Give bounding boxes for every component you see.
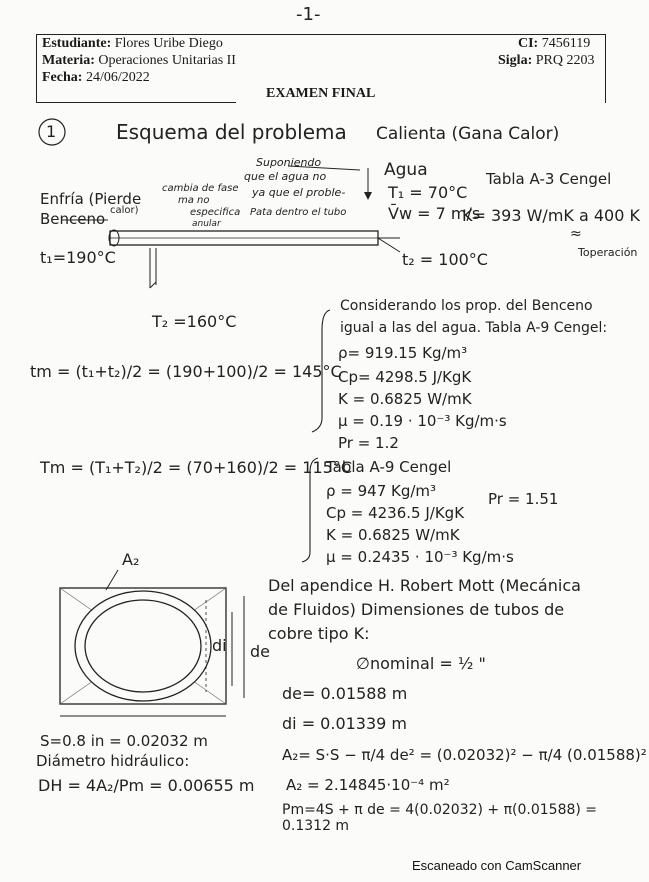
water-mu: μ = 0.2435 · 10⁻³ Kg/m·s bbox=[326, 548, 514, 566]
problem-number: 1 bbox=[46, 122, 57, 141]
benzene-rho: ρ= 919.15 Kg/m³ bbox=[338, 344, 468, 362]
k-approx: ≈ bbox=[570, 226, 582, 242]
Pm-equation: Pm=4S + π de = 4(0.02032) + π(0.01588) = 0.1312 m bbox=[282, 802, 598, 834]
a2-leader bbox=[106, 570, 118, 590]
subject-label: Materia: bbox=[42, 53, 95, 68]
Vw-value: V̄w = 7 m/s bbox=[388, 204, 481, 223]
sigla-label: Sigla: bbox=[498, 53, 533, 68]
note-line2: que el agua no bbox=[244, 170, 327, 183]
note-line4: ma no bbox=[178, 195, 210, 206]
water-k: K = 0.6825 W/mK bbox=[326, 526, 460, 544]
ci-value: 7456119 bbox=[541, 36, 591, 51]
water-arrow-head bbox=[364, 192, 372, 200]
nominal-size: ∅nominal = ½ " bbox=[356, 654, 486, 673]
de-label: de bbox=[250, 642, 270, 661]
assume-line1: Considerando los prop. del Benceno bbox=[340, 298, 593, 314]
student-value: Flores Uribe Diego bbox=[114, 36, 223, 51]
table-a3: Tabla A-3 Cengel bbox=[486, 170, 612, 188]
heats-label: Calienta (Gana Calor) bbox=[376, 124, 560, 144]
water-label: Agua bbox=[384, 160, 428, 180]
water-table: Tabla A-9 Cengel bbox=[326, 458, 452, 476]
DH-value: DH = 4A₂/Pm = 0.00655 m bbox=[38, 776, 255, 795]
benzene-cp: Cp= 4298.5 J/KgK bbox=[338, 368, 472, 386]
page-number: -1- bbox=[296, 4, 321, 25]
di-label: di bbox=[212, 636, 227, 655]
benzene-pr: Pr = 1.2 bbox=[338, 434, 399, 452]
ci-label: CI: bbox=[518, 36, 539, 51]
assume-line2: igual a las del agua. Tabla A-9 Cengel: bbox=[340, 320, 608, 336]
A2-value: A₂ = 2.14845·10⁻⁴ m² bbox=[286, 776, 450, 794]
date-label: Fecha: bbox=[42, 70, 83, 85]
A2-equation: A₂= S·S − π/4 de² = (0.02032)² − π/4 (0.01588)² bbox=[282, 746, 647, 764]
E2-value: t₂ = 100°C bbox=[402, 250, 488, 269]
water-cp: Cp = 4236.5 J/KgK bbox=[326, 504, 465, 522]
hydraulic-label: Diámetro hidráulico: bbox=[36, 752, 190, 770]
water-pr: Pr = 1.51 bbox=[488, 490, 559, 508]
tm-equation: tm = (t₁+t₂)/2 = (190+100)/2 = 145°C bbox=[30, 362, 342, 381]
sigla-value: PRQ 2203 bbox=[535, 53, 595, 68]
S-value: S=0.8 in = 0.02032 m bbox=[40, 732, 208, 750]
specific-note: especifica bbox=[190, 207, 241, 218]
t2-value: T₂ =160°C bbox=[152, 312, 237, 331]
camscanner-footer: Escaneado con CamScanner bbox=[412, 858, 582, 873]
water-rho: ρ = 947 Kg/m³ bbox=[326, 482, 437, 500]
annular-note: anular bbox=[192, 219, 221, 229]
benzene-out-tip bbox=[150, 282, 156, 288]
de-value: de= 0.01588 m bbox=[282, 684, 408, 703]
note-line3: ya que el proble- bbox=[252, 186, 346, 199]
benzene-k: K = 0.6825 W/mK bbox=[338, 390, 472, 408]
Tm-equation: Tm = (T₁+T₂)/2 = (70+160)/2 = 115°C bbox=[40, 458, 352, 477]
problem-title: Esquema del problema bbox=[116, 120, 347, 144]
operation-label: Toperación bbox=[578, 246, 638, 259]
A2-label: A₂ bbox=[122, 550, 140, 569]
appendix-line2: de Fluidos) Dimensiones de tubos de bbox=[268, 600, 565, 619]
k-range: K= 393 W/mK a 400 K bbox=[462, 206, 640, 225]
appendix-line3: cobre tipo K: bbox=[268, 624, 370, 643]
benzene-label: Benceno bbox=[40, 210, 106, 228]
outlet-line bbox=[378, 238, 400, 252]
note-line1: Suponiendo bbox=[256, 156, 322, 169]
exam-title: EXAMEN FINAL bbox=[266, 86, 376, 101]
T1-value: T₁ = 70°C bbox=[388, 183, 468, 202]
inner-circle bbox=[85, 600, 201, 692]
subject-value: Operaciones Unitarias II bbox=[98, 53, 236, 68]
t1-value: t₁=190°C bbox=[40, 248, 116, 267]
heat-word: calor) bbox=[110, 205, 139, 216]
date-value: 24/06/2022 bbox=[85, 70, 150, 85]
student-label: Estudiante: bbox=[42, 36, 112, 51]
path-note: Pata dentro el tubo bbox=[250, 207, 347, 218]
di-value: di = 0.01339 m bbox=[282, 714, 408, 733]
benzene-mu: μ = 0.19 · 10⁻³ Kg/m·s bbox=[338, 412, 507, 430]
appendix-line1: Del apendice H. Robert Mott (Mecánica bbox=[268, 576, 581, 595]
phase-change-note: cambia de fase bbox=[162, 183, 239, 194]
cools-label: Enfría (Pierde bbox=[40, 190, 142, 208]
